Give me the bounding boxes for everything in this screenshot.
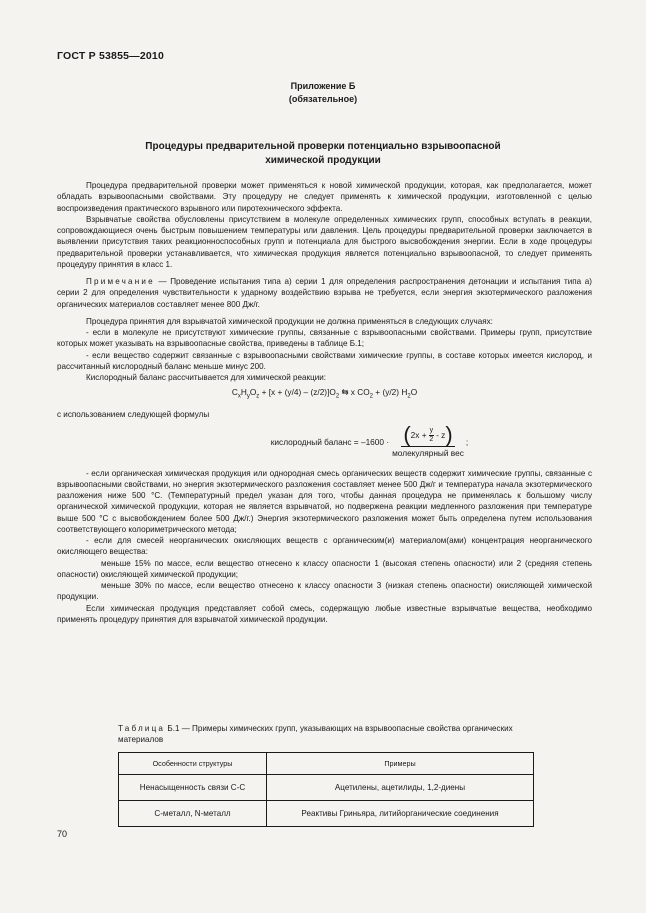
paragraph-explosive-properties: Взрывчатые свойства обусловлены присутствием в молекуле определенных химических групп, способных вступать в реакции, сопровождающиеся очень быстрым повышением температуры или давления. Цель процедуры предварительной проверки заключается в выявлении присутствия таких реакционноспособных групп и потенциала для быстрого высвобождения энергии. Если в ходе процедуры предварительной проверки устанавливается, что химическая продукция является потенциально взрывоопасной, то следует применять процедуру принятия в класс 1.	[57, 214, 592, 269]
table-header-examples: Примеры	[267, 753, 534, 775]
note	[57, 276, 592, 310]
paragraph-not-applied: Процедура принятия для взрывчатой химической продукции не должна применяться в следующих случаях:	[86, 316, 493, 326]
table-caption: Таблица Б.1 — Примеры химических групп, указывающих на взрывоопасные свойства органических материалов	[118, 724, 513, 744]
table-header-structure: Особенности структуры	[119, 753, 267, 775]
section-title-line2: химической продукции	[265, 155, 381, 166]
note-text: — Проведение испытания типа а) серии 1 для определения распространения детонации и испытания типа а) серии 2 для определения чувствительности к ударному воздействию взрыва не требуется, если энергия экзотермического разложения органических материалов составляет менее 800 Дж/г.	[57, 277, 592, 309]
paragraph-oxygen-balance: Кислородный баланс рассчитывается для химической реакции:	[86, 373, 327, 382]
paragraph-intro: Процедура предварительной проверки может применяться к новой химической продукции, которая, как предполагается, может обладать взрывоопасными свойствами. Эту процедуру не следует применять к химической продукции, изготовленной с целью воспроизведения практического взрывного или пиротехнического эффекта.	[57, 181, 592, 213]
paragraph-case-no-groups: - если в молекуле не присутствуют химические группы, связанные с взрывоопасными свойствами. Примеры групп, присутствие которых может указывать на взрывоопасные свойства, приведены в таблице Б.1;	[57, 328, 592, 349]
table-row	[119, 775, 534, 801]
standard-header: ГОСТ Р 53855—2010	[57, 50, 165, 62]
appendix-label: Приложение Б	[290, 81, 356, 91]
table-row	[119, 801, 534, 827]
appendix-status: (обязательное)	[288, 94, 358, 104]
section-title-line1: Процедуры предварительной проверки потенциально взрывоопасной	[145, 141, 501, 152]
table-cell: Ненасыщенность связи С-С	[119, 775, 267, 801]
document-body	[57, 180, 592, 625]
table-cell: С-металл, N-металл	[119, 801, 267, 827]
oxygen-balance-formula: кислородный баланс = –1600 · ( 2x + $\frac{y}{2}$ - z ) молекулярный вес ;	[270, 422, 469, 459]
paragraph-case-low-energy: - если органическая химическая продукция или однородная смесь органических веществ содержит химические группы, связанные с взрывоопасными свойствами, но энергия экзотермического разложения составляет менее 500 Дж/г и температура начала экзотермического разложения ниже 500 °С. (Температурный предел указан для того, чтобы данная процедура не применялась к большому числу органической химической продукции, которая не является взрывчатой, но подвержена реакции медленного разложения при температуре выше 500 °С с высвобождением более 500 Дж/г.) Энергия экзотермического разложения может быть определена путем использования соответствующего колориметрического метода;	[57, 468, 592, 534]
paragraph-case-mixtures: - если для смесей неорганических окисляющих веществ с органическим(и) материалом(ами) концентрация неорганического окисляющего вещества:	[57, 536, 592, 557]
examples-table	[118, 752, 534, 827]
paragraph-case-oxygen: - если вещество содержит связанные с взрывоопасными свойствами химические группы, в составе которых имеется кислород, и рассчитанный кислородный баланс меньше минус 200.	[57, 350, 592, 371]
note-label: Примечание	[86, 277, 155, 286]
page-number: 70	[57, 829, 68, 839]
balance-denominator: молекулярный вес	[392, 448, 464, 459]
reaction-equation: $C_xH_yO_z + [x + (y/4) - (z/2)]O_2$ ⇆ x $CO_2 + (y/2)$ $H_2O$	[231, 387, 418, 400]
table-cell: Реактивы Гриньяра, литийорганические соединения	[267, 801, 534, 827]
section-title	[100, 140, 546, 168]
balance-fraction	[392, 422, 464, 459]
paragraph-mixture: Если химическая продукция представляет собой смесь, содержащую любые известные взрывчатые вещества, необходимо применять процедуру принятия для взрывчатой химической продукции.	[57, 603, 592, 624]
table-cell: Ацетилены, ацетилиды, 1,2-диены	[267, 775, 534, 801]
paragraph-less-30: меньше 30% по массе, если вещество отнесено к классу опасности 3 (низкая степень опасности) окисляющей химической продукции.	[57, 581, 592, 602]
balance-numerator: ( 2x + $\frac{y}{2}$ - z )	[403, 422, 453, 448]
table-header-row	[119, 753, 534, 775]
paragraph-less-15: меньше 15% по массе, если вещество отнесено к классу опасности 1 (высокая степень опасности) или 2 (средняя степень опасности) окисляющей химической продукции;	[57, 558, 592, 579]
paragraph-formula-intro: с использованием следующей формулы	[57, 410, 210, 420]
balance-lhs: кислородный баланс = –1600 ·	[270, 437, 390, 448]
